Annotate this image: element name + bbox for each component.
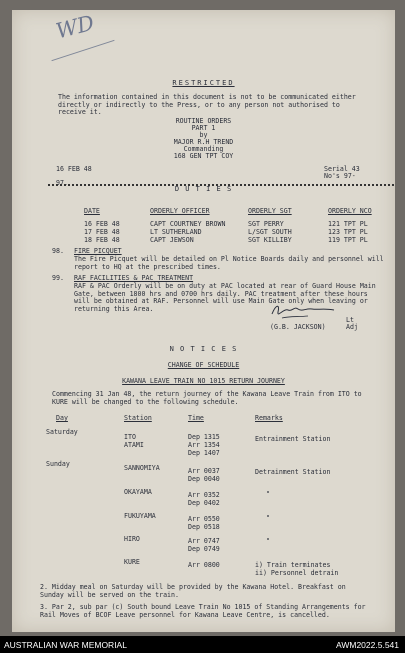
duties-header-sgt: ORDERLY SGT — [248, 207, 292, 215]
duties-header-date: DATE — [84, 207, 100, 215]
timetable-time: Arr 0550 — [188, 515, 220, 523]
restricted-heading: RESTRICTED — [172, 79, 235, 87]
timetable-time: Dep 1407 — [188, 449, 220, 457]
duty-nco: 123 TPT PL — [328, 228, 368, 236]
archive-footer — [0, 636, 405, 653]
timetable-time: Dep 1315 — [188, 433, 220, 441]
train-intro: Commencing 31 Jan 48, the return journey of the Kawana Leave Train from ITO to KURE will be changed to the following schedule. — [52, 390, 362, 406]
timetable-day: Sunday — [46, 460, 70, 468]
annotation-underline — [51, 40, 114, 61]
timetable-station: FUKUYAMA — [124, 512, 156, 520]
timetable-remark: ii) Personnel detrain — [255, 569, 339, 577]
item-98-title: FIRE PICQUET — [74, 247, 122, 255]
change-title: CHANGE OF SCHEDULE — [167, 361, 240, 369]
serial-number: Serial 43 — [324, 165, 360, 173]
timetable-time: Arr 0352 — [188, 491, 220, 499]
document-page — [12, 10, 395, 632]
timetable-time: Arr 0747 — [188, 537, 220, 545]
timetable-remark: Detrainment Station — [255, 468, 331, 476]
restriction-notice: The information contained in this document is not to be communicated either directly or indirectly to the Press, or to any person not authorised to receive it. — [58, 93, 356, 117]
note-3: 3. Par 2, sub par (c) South bound Leave Train No 1015 of Standing Arrangements for Rail Moves of BCOF Leave personnel for Kawana Leave Centre, is cancelled. — [40, 603, 366, 619]
duty-sgt: SGT KILLIBY — [248, 236, 292, 244]
orders-officer: MAJOR R.H TREND — [173, 138, 234, 146]
timetable-remark: Entrainment Station — [255, 435, 331, 443]
duty-date: 18 FEB 48 — [84, 236, 120, 244]
signatory-name: (G.B. JACKSON) — [270, 323, 326, 331]
note-2: 2. Midday meal on Saturday will be provided by the Kawana Hotel. Breakfast on Sunday will be served on the train. — [40, 583, 346, 599]
timetable-station: SANNOMIYA — [124, 464, 160, 472]
timetable-time: Dep 0749 — [188, 545, 220, 553]
notices-title: N O T I C E S — [169, 345, 238, 353]
timetable-remark: " — [266, 490, 270, 498]
duty-officer: CAPT JEWSON — [150, 236, 194, 244]
timetable-station: ATAMI — [124, 441, 144, 449]
timetable-header-time: Time — [188, 414, 204, 422]
item-99-text: RAF & PAC Orderly will be on duty at PAC located at rear of Guard House Main Gate, between 1800 hrs and 0700 hrs daily. PAC treatment after these hours will be obtained at RAF. Personnel will use Main Gate only when leaving or returning this Area. — [74, 282, 376, 313]
item-98-text: The Fire Picquet will be detailed on Pl Notice Boards daily and personnel will report to HQ at the prescribed times. — [74, 255, 384, 271]
duties-title: D U T I E S — [174, 185, 233, 193]
timetable-time: Dep 0518 — [188, 523, 220, 531]
signatory-role: Adj — [346, 323, 358, 331]
orders-commanding: Commanding — [183, 145, 224, 153]
timetable-remark: i) Train terminates — [255, 561, 331, 569]
orders-title: ROUTINE ORDERS — [175, 117, 232, 125]
timetable-station: OKAYAMA — [124, 488, 152, 496]
train-title: KAWANA LEAVE TRAIN NO 1015 RETURN JOURNEY — [122, 377, 285, 385]
handwritten-signature — [268, 300, 338, 322]
timetable-time: Dep 0402 — [188, 499, 220, 507]
timetable-station: KURE — [124, 558, 140, 566]
duty-sgt: SGT PERRY — [248, 220, 284, 228]
duties-header-nco: ORDERLY NCO — [328, 207, 372, 215]
archive-reference: AWM2022.5.541 — [336, 640, 399, 650]
timetable-remark: " — [266, 514, 270, 522]
duty-nco: 121 TPT PL — [328, 220, 368, 228]
item-97-number: 97. — [56, 179, 68, 187]
timetable-time: Arr 0800 — [188, 561, 220, 569]
orders-by: by — [199, 131, 208, 139]
orders-part: PART 1 — [191, 124, 216, 132]
timetable-station: HIRO — [124, 535, 140, 543]
timetable-header-remarks: Remarks — [255, 414, 283, 422]
item-99-number: 99. — [52, 274, 64, 282]
item-98-number: 98. — [52, 247, 64, 255]
timetable-time: Arr 0037 — [188, 467, 220, 475]
timetable-station: ITO — [124, 433, 136, 441]
orders-unit: 168 GEN TPT COY — [173, 152, 234, 160]
serial-nos: No's 97- — [324, 172, 356, 180]
item-99-title: RAF FACILITIES & PAC TREATMENT — [74, 274, 194, 282]
timetable-day: Saturday — [46, 428, 78, 436]
duty-date: 16 FEB 48 — [84, 220, 120, 228]
timetable-time: Arr 1354 — [188, 441, 220, 449]
duty-officer: LT SUTHERLAND — [150, 228, 202, 236]
timetable-time: Dep 0040 — [188, 475, 220, 483]
archive-name: AUSTRALIAN WAR MEMORIAL — [4, 640, 127, 650]
timetable-header-station: Station — [124, 414, 152, 422]
signatory-rank: Lt — [346, 316, 354, 324]
timetable-header-day: Day — [56, 414, 68, 422]
duty-nco: 119 TPT PL — [328, 236, 368, 244]
duty-officer: CAPT COURTNEY BROWN — [150, 220, 226, 228]
duties-header-officer: ORDERLY OFFICER — [150, 207, 210, 215]
duty-sgt: L/SGT SOUTH — [248, 228, 292, 236]
timetable-remark: " — [266, 537, 270, 545]
duty-date: 17 FEB 48 — [84, 228, 120, 236]
order-date: 16 FEB 48 — [56, 165, 92, 173]
handwritten-annotation: WD — [53, 10, 97, 44]
